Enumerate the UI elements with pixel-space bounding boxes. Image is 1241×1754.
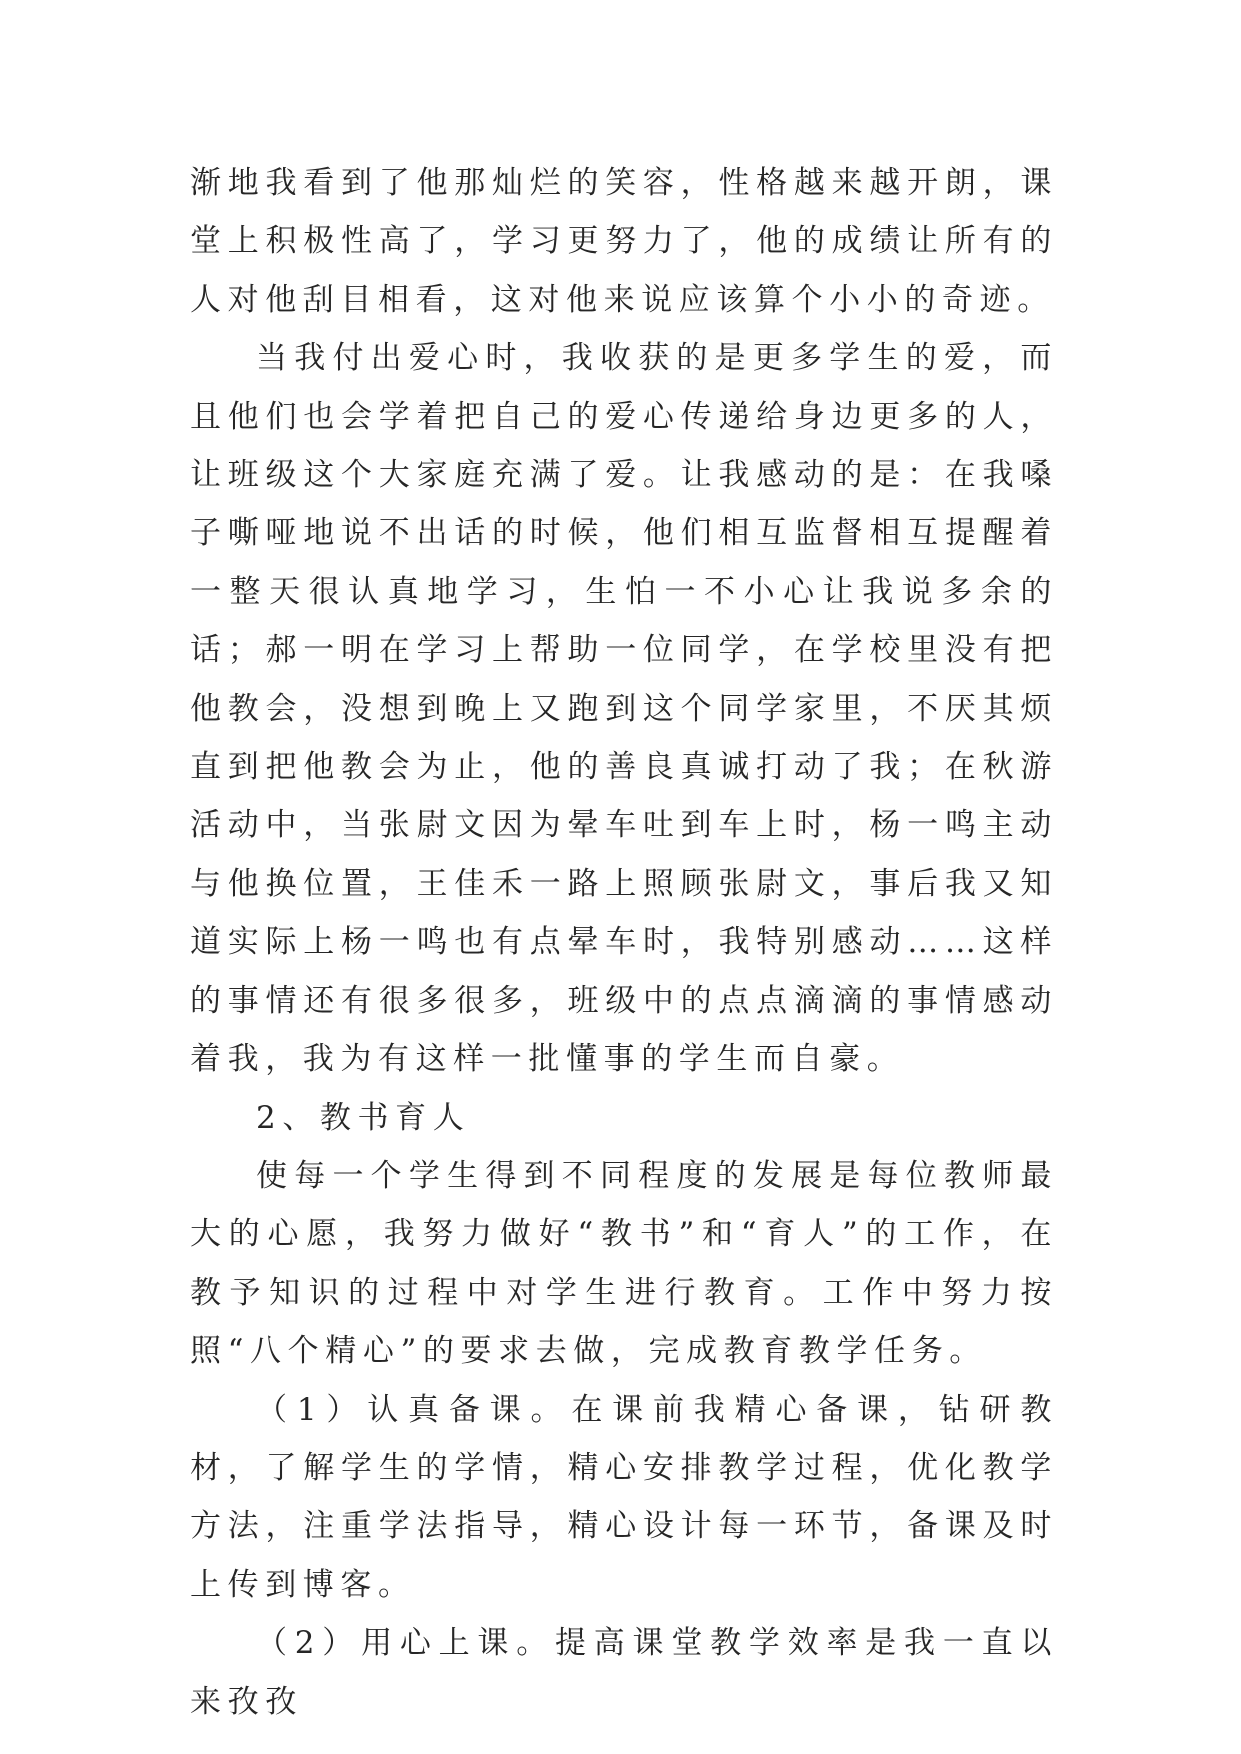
paragraph-teaching-class: （2）用心上课。提高课堂教学效率是我一直以来孜孜 bbox=[190, 1625, 1058, 1720]
paragraph-love: 当我付出爱心时，我收获的是更多学生的爱，而且他们也会学着把自己的爱心传递给身边更多的人，让班级这个大家庭充满了爱。让我感动的是：在我嗓子嘶哑地说不出话的时候，他们相互监督相互提醒着一整天很认真地学习，生怕一不小心让我说多余的话；郝一明在学习上帮助一位同学，在学校里没有把他教会，没想到晚上又跑到这个同学家里，不厌其烦直到把他教会为止，他的善良真诚打动了我；在秋游活动中，当张尉文因为晕车吐到车上时，杨一鸣主动与他换位置，王佳禾一路上照顾张尉文，事后我又知道实际上杨一鸣也有点晕车时，我特别感动……这样的事情还有很多很多，班级中的点点滴滴的事情感动着我，我为有这样一批懂事的学生而自豪。 bbox=[190, 340, 1058, 1078]
paragraph-teaching-intro: 使每一个学生得到不同程度的发展是每位教师最大的心愿，我努力做好“教书”和“育人”的工作，在教予知识的过程中对学生进行教育。工作中努力按照“八个精心”的要求去做，完成教育教学任务。 bbox=[190, 1157, 1058, 1370]
document-body bbox=[190, 154, 1058, 1731]
paragraph-lesson-prep: （1）认真备课。在课前我精心备课，钻研教材，了解学生的学情，精心安排教学过程，优化教学方法，注重学法指导，精心设计每一环节，备课及时上传到博客。 bbox=[190, 1391, 1058, 1603]
section-heading-teaching: 2、教书育人 bbox=[256, 1099, 471, 1136]
paragraph-continuation: 渐地我看到了他那灿烂的笑容，性格越来越开朗，课堂上积极性高了，学习更努力了，他的成绩让所有的人对他刮目相看，这对他来说应该算个小小的奇迹。 bbox=[190, 165, 1058, 318]
